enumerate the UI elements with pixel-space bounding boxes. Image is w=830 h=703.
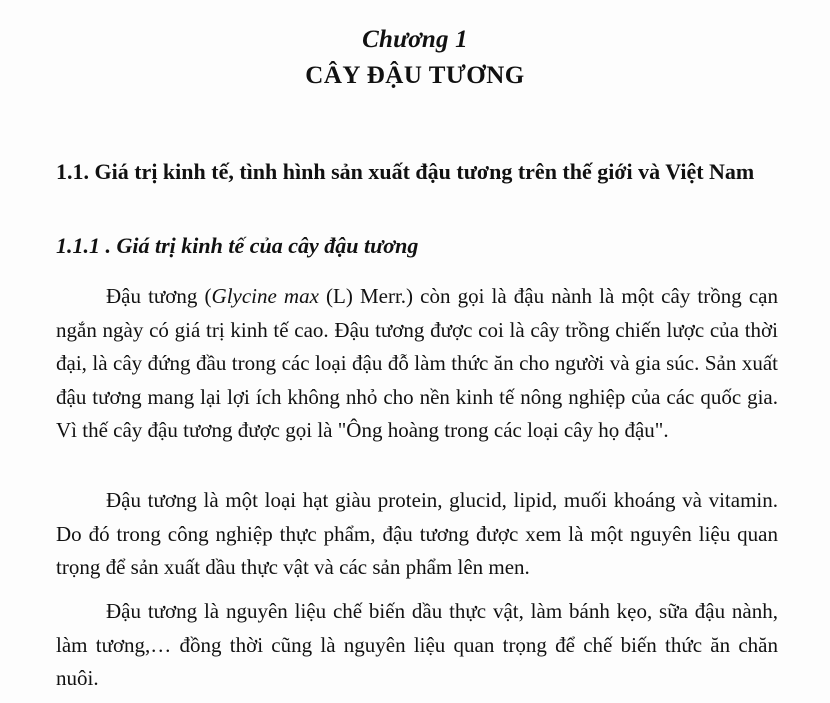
chapter-label: Chương 1 [362, 26, 468, 53]
scientific-name: Glycine max [211, 284, 319, 308]
paragraph-1 [56, 280, 778, 448]
paragraph-2: Đậu tương là một loại hạt giàu protein, glucid, lipid, muối khoáng và vitamin. Do đó trong công nghiệp thực phẩm, đậu tương được xem là một nguyên liệu quan trọng để sản xuất dầu thực vật và các sản phẩm lên men. [56, 488, 778, 579]
chapter-title: CÂY ĐẬU TƯƠNG [305, 62, 525, 89]
paragraph-1-text-rest: (L) Merr.) còn gọi là đậu nành là một cây trồng cạn ngắn ngày có giá trị kinh tế cao. Đậu tương được coi là cây trồng chiến lược của thời đại, là cây đứng đầu trong các loại đậu đỗ làm thức ăn cho người và gia súc. Sản xuất đậu tương mang lại lợi ích không nhỏ cho nền kinh tế nông nghiệp của các quốc gia. Vì thế cây đậu tương được gọi là "Ông hoàng trong các loại cây họ đậu". [56, 284, 779, 442]
paragraph-1-text-start: Đậu tương ( [106, 284, 212, 308]
section-heading: 1.1. Giá trị kinh tế, tình hình sản xuất đậu tương trên thế giới và Việt Nam [56, 159, 755, 184]
paragraph-3: Đậu tương là nguyên liệu chế biến dầu thực vật, làm bánh kẹo, sữa đậu nành, làm tương,… đồng thời cũng là nguyên liệu quan trọng để chế biến thức ăn chăn nuôi. [56, 599, 778, 690]
subsection-heading: 1.1.1 . Giá trị kinh tế của cây đậu tương [56, 233, 419, 258]
